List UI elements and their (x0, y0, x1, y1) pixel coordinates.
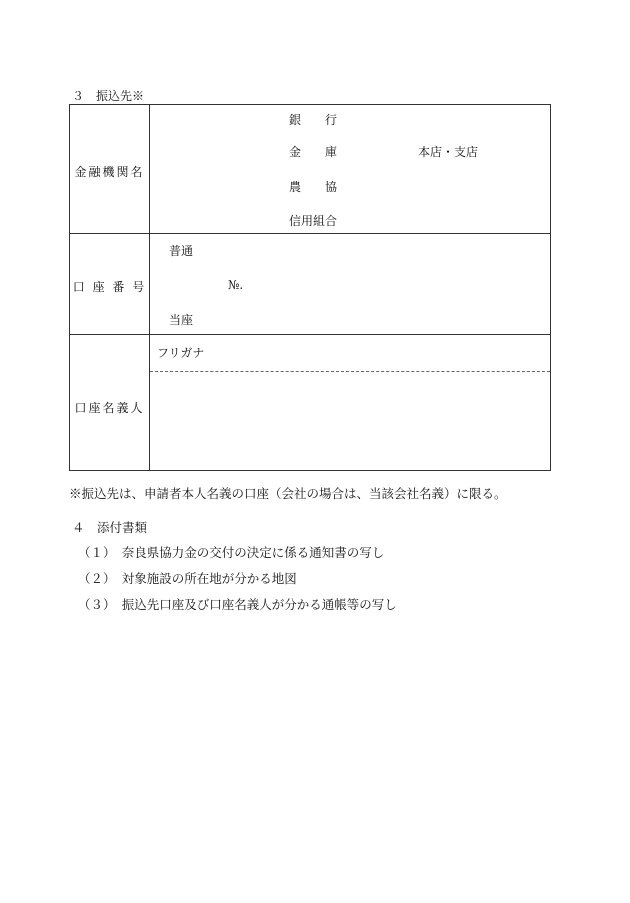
bank-type-nokyo: 農 協 (289, 180, 338, 194)
furigana-divider (150, 371, 550, 372)
row-divider (70, 233, 550, 234)
account-number-label: 口 座 番 号 (72, 280, 147, 294)
account-type-ordinary: 普通 (169, 244, 194, 258)
attachment-item: （２） 対象施設の所在地が分かる地図 (78, 571, 297, 586)
transfer-note: ※振込先は、申請者本人名義の口座（会社の場合は、当該会社名義）に限る。 (69, 486, 507, 501)
bank-type-bank: 銀 行 (289, 113, 338, 127)
account-type-current: 当座 (169, 313, 194, 327)
row-divider (70, 334, 550, 335)
attachment-item: （３） 振込先口座及び口座名義人が分かる通帳等の写し (78, 597, 397, 612)
account-name-label: 口座名義人 (74, 401, 145, 415)
bank-transfer-form (69, 104, 551, 471)
section-4-title: ４ 添付書類 (72, 520, 148, 535)
furigana-label: フリガナ (157, 346, 205, 360)
column-divider (149, 105, 150, 470)
branch-label: 本店・支店 (418, 145, 479, 159)
section-3-title: ３ 振込先※ (72, 89, 145, 103)
bank-type-shinkin: 金 庫 (289, 145, 338, 159)
bank-name-label: 金融機関名 (74, 165, 145, 179)
bank-type-credit-union: 信用組合 (289, 214, 338, 228)
attachment-item: （１） 奈良県協力金の交付の決定に係る通知書の写し (78, 545, 385, 560)
number-mark: №. (228, 278, 244, 292)
